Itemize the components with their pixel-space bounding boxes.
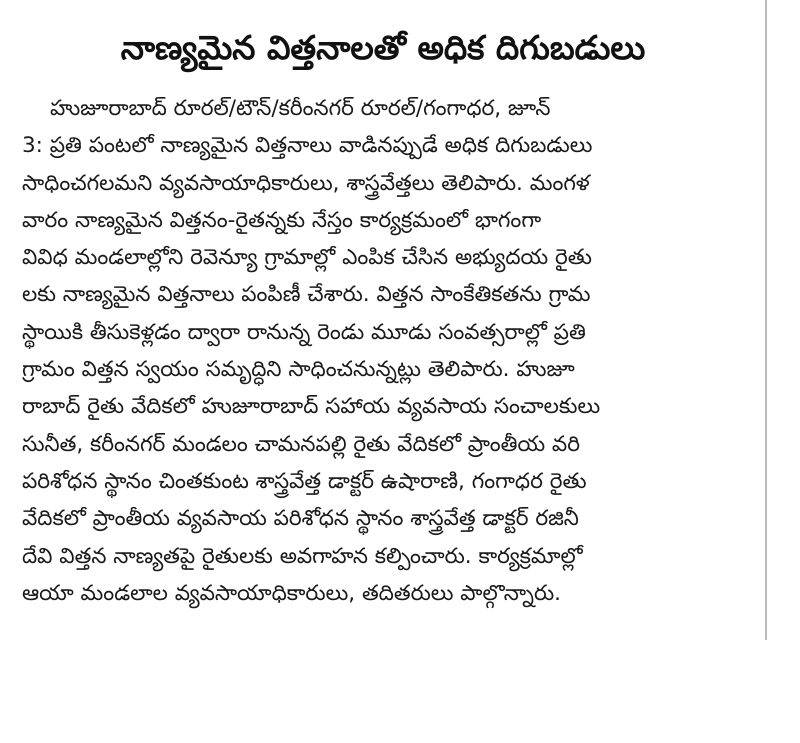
article-line: పరిశోధన స్థానం చింతకుంట శాస్త్రవేత్త డాక్టర్ ఉషారాణి, గంగాధర రైతు bbox=[22, 468, 587, 494]
article-line: సాధించగలమని వ్యవసాయాధికారులు, శాస్త్రవేత్తలు తెలిపారు. మంగళ bbox=[22, 170, 590, 196]
column-divider bbox=[765, 0, 767, 640]
article-line: వేదికలో ప్రాంతీయ వ్యవసాయ పరిశోధన స్థానం శాస్త్రవేత్త డాక్టర్ రజినీ bbox=[22, 506, 579, 532]
article-headline: నాణ్యమైన విత్తనాలతో అధిక దిగుబడులు bbox=[120, 28, 646, 67]
article-line: ఆయా మండలాల వ్యవసాయాధికారులు, తదితరులు పాల్గొన్నారు. bbox=[22, 580, 561, 606]
article-line: హుజూరాబాద్ రూరల్/టౌన్/కరీంనగర్ రూరల్/గంగాధర, జూన్ bbox=[50, 96, 551, 121]
article-line: 3: ప్రతి పంటలో నాణ్యమైన విత్తనాలు వాడినప్పుడే అధిక దిగుబడులు bbox=[22, 133, 593, 159]
article-line: వివిధ మండలాల్లోని రెవెన్యూ గ్రామాల్లో ఎంపిక చేసిన అభ్యుదయ రైతు bbox=[22, 245, 592, 271]
article-line: లకు నాణ్యమైన విత్తనాలు పంపిణీ చేశారు. విత్తన సాంకేతికతను గ్రామ bbox=[22, 282, 591, 308]
news-article bbox=[22, 20, 744, 612]
article-line: గ్రామం విత్తన స్వయం సమృద్ధిని సాధించనున్నట్లు తెలిపారు. హుజూ bbox=[22, 357, 575, 383]
article-line: స్థాయికి తీసుకెళ్లడం ద్వారా రానున్న రెండు మూడు సంవత్సరాల్లో ప్రతి bbox=[22, 319, 586, 345]
article-line: దేవి విత్తన నాణ్యతపై రైతులకు అవగాహన కల్పించారు. కార్యక్రమాల్లో bbox=[22, 543, 583, 569]
article-line: సునీత, కరీంనగర్ మండలం చామనపల్లి రైతు వేదికలో ప్రాంతీయ వరి bbox=[22, 431, 580, 457]
article-line: వారం నాణ్యమైన విత్తనం-రైతన్నకు నేస్తం కార్యక్రమంలో భాగంగా bbox=[22, 207, 542, 233]
article-line: రాబాద్ రైతు వేదికలో హుజూరాబాద్ సహాయ వ్యవసాయ సంచాలకులు bbox=[22, 394, 601, 420]
article-body bbox=[22, 90, 744, 612]
